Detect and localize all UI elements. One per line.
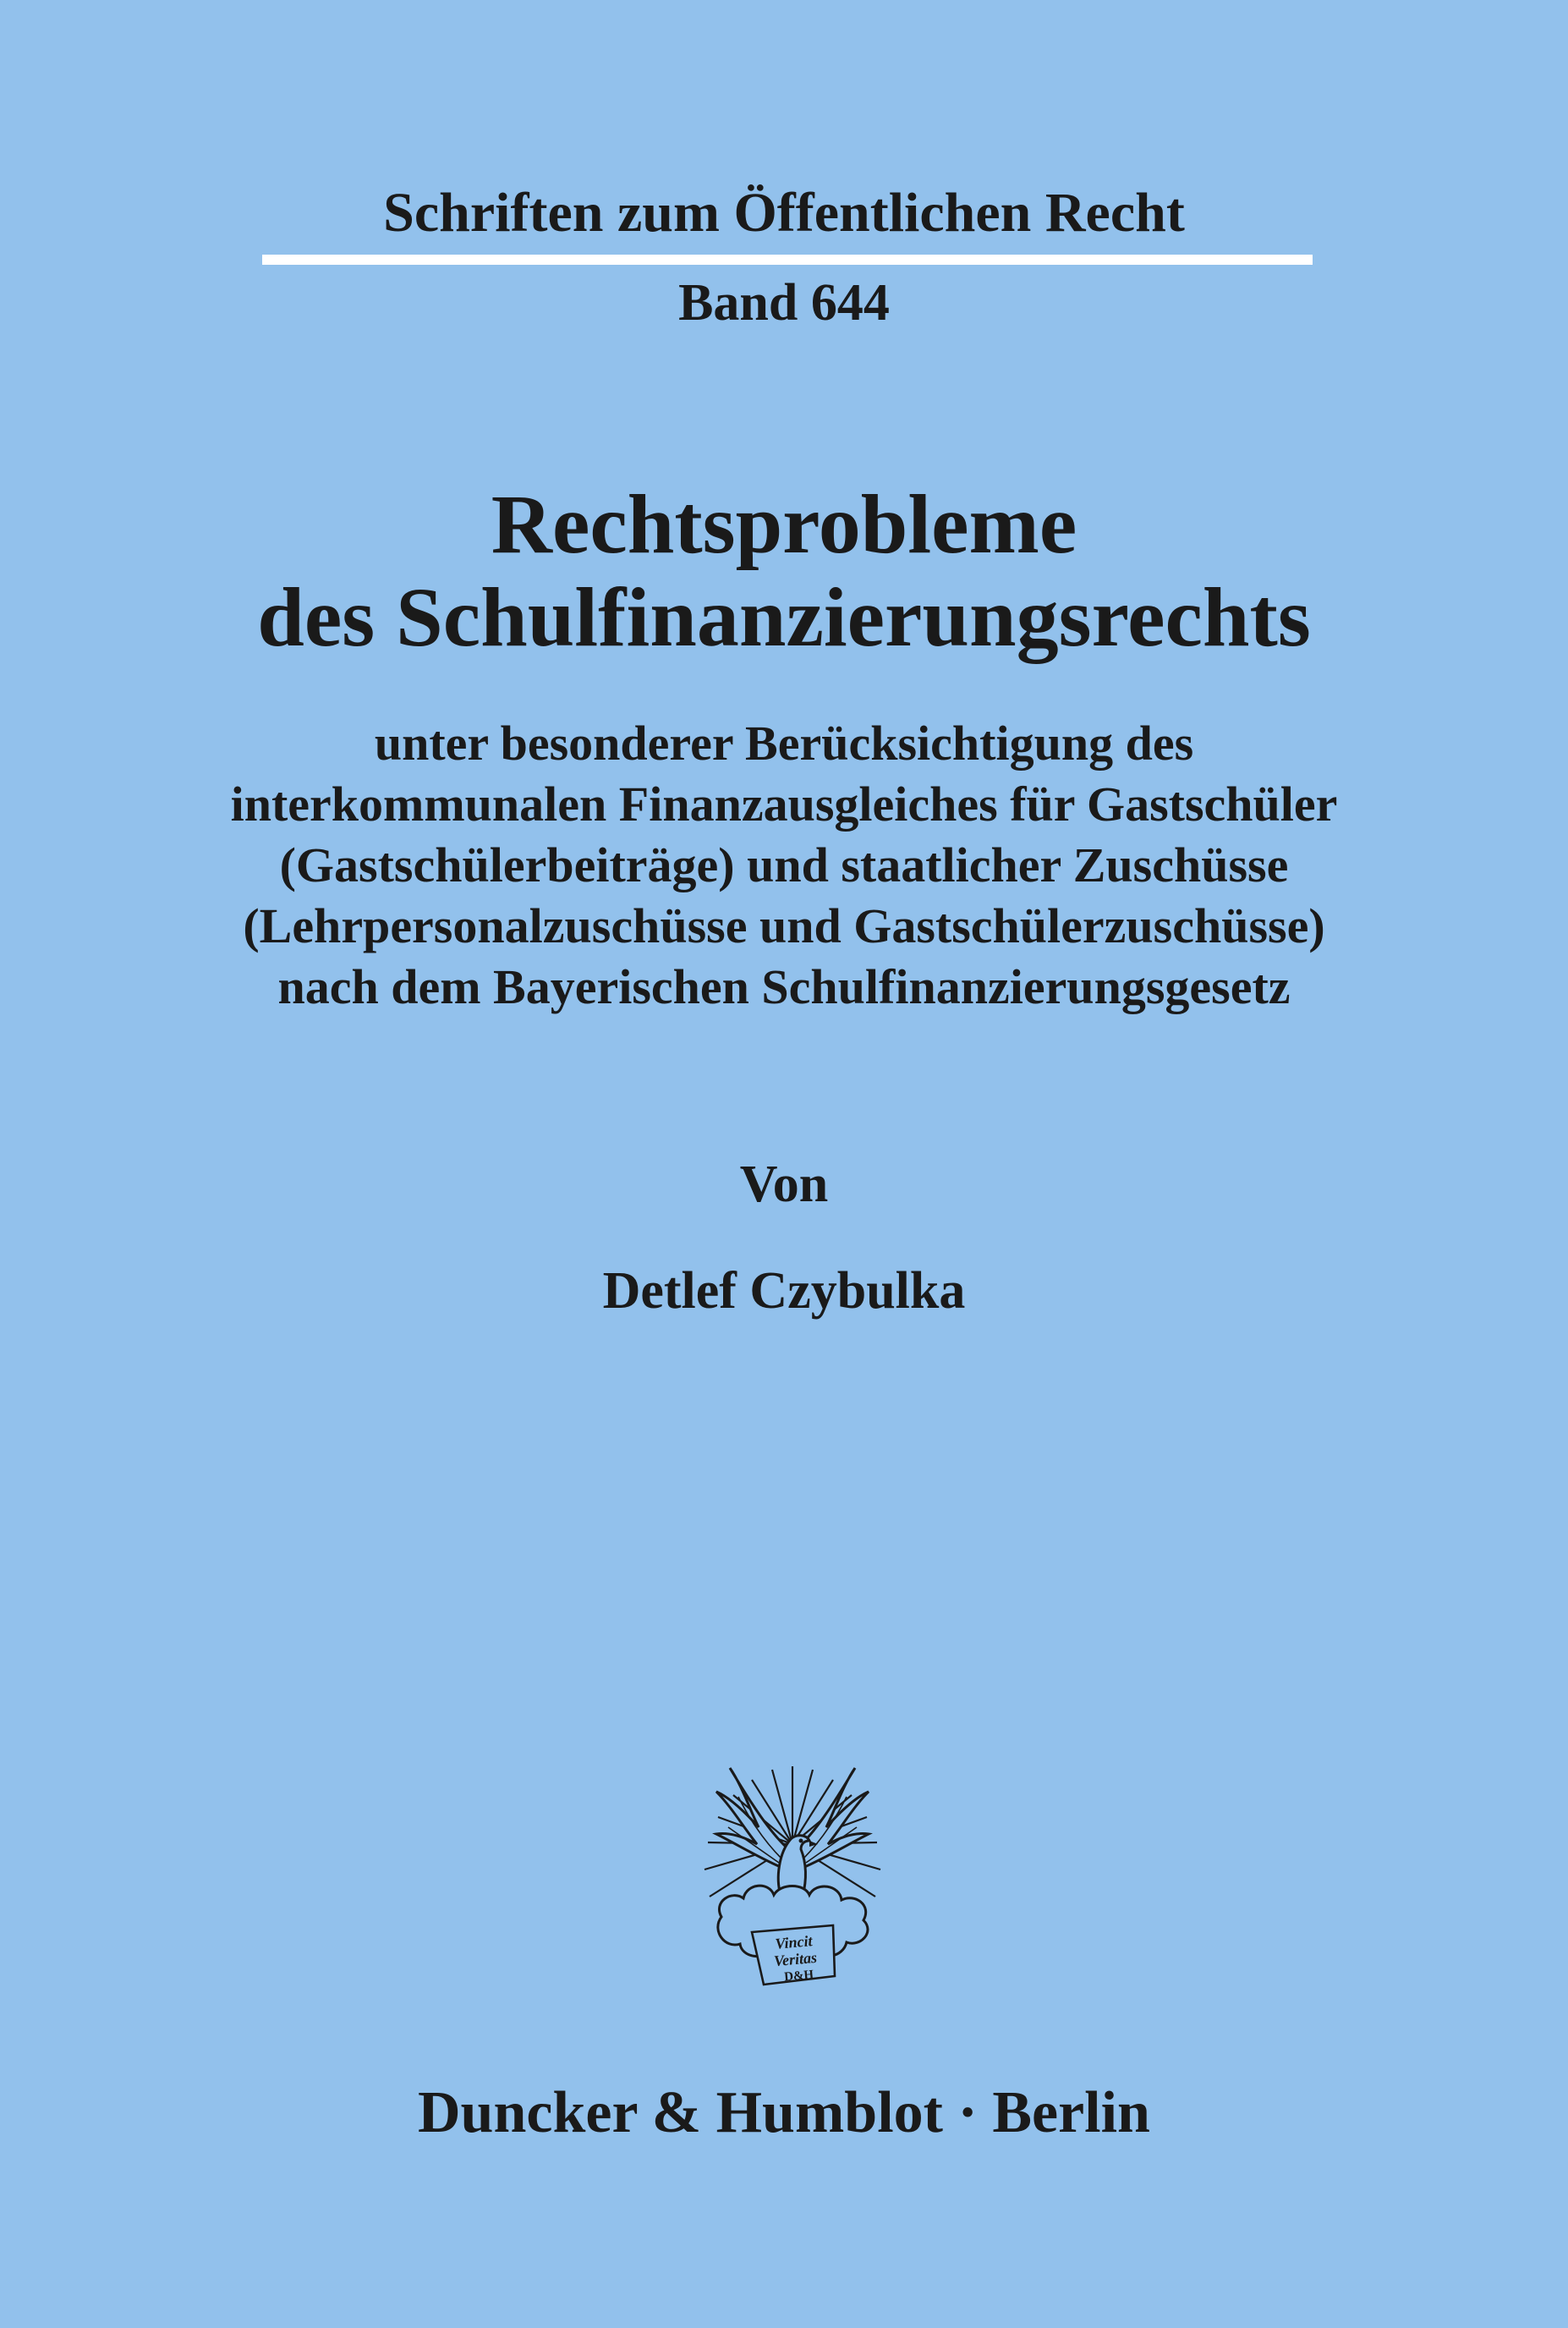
book-title-line: Rechtsprobleme (491, 477, 1077, 571)
subtitle-line: (Gastschülerbeiträge) und staatlicher Zuschüsse (279, 837, 1289, 892)
series-divider (262, 255, 1313, 265)
subtitle-line: nach dem Bayerischen Schulfinanzierungsgesetz (277, 959, 1291, 1014)
author-name: Detlef Czybulka (602, 1262, 966, 1320)
publisher-line: Duncker & Humblot · Berlin (418, 2080, 1150, 2145)
volume-number: Band 644 (678, 274, 890, 332)
series-title: Schriften zum Öffentlichen Recht (383, 182, 1185, 244)
book-subtitle (0, 713, 1568, 1018)
book-title (0, 478, 1568, 664)
svg-text:Vincit: Vincit (774, 1932, 814, 1952)
subtitle-line: (Lehrpersonalzuschüsse und Gastschülerzuschüsse) (243, 898, 1325, 953)
subtitle-line: interkommunalen Finanzausgleiches für Gastschüler (230, 777, 1338, 832)
book-title-line: des Schulfinanzierungsrechts (257, 570, 1311, 664)
svg-text:D&H: D&H (783, 1968, 814, 1985)
by-label: Von (739, 1156, 829, 1213)
eagle-emblem-icon (691, 1751, 894, 2005)
subtitle-line: unter besonderer Berücksichtigung des (374, 716, 1194, 771)
svg-text:Veritas: Veritas (773, 1948, 818, 1970)
